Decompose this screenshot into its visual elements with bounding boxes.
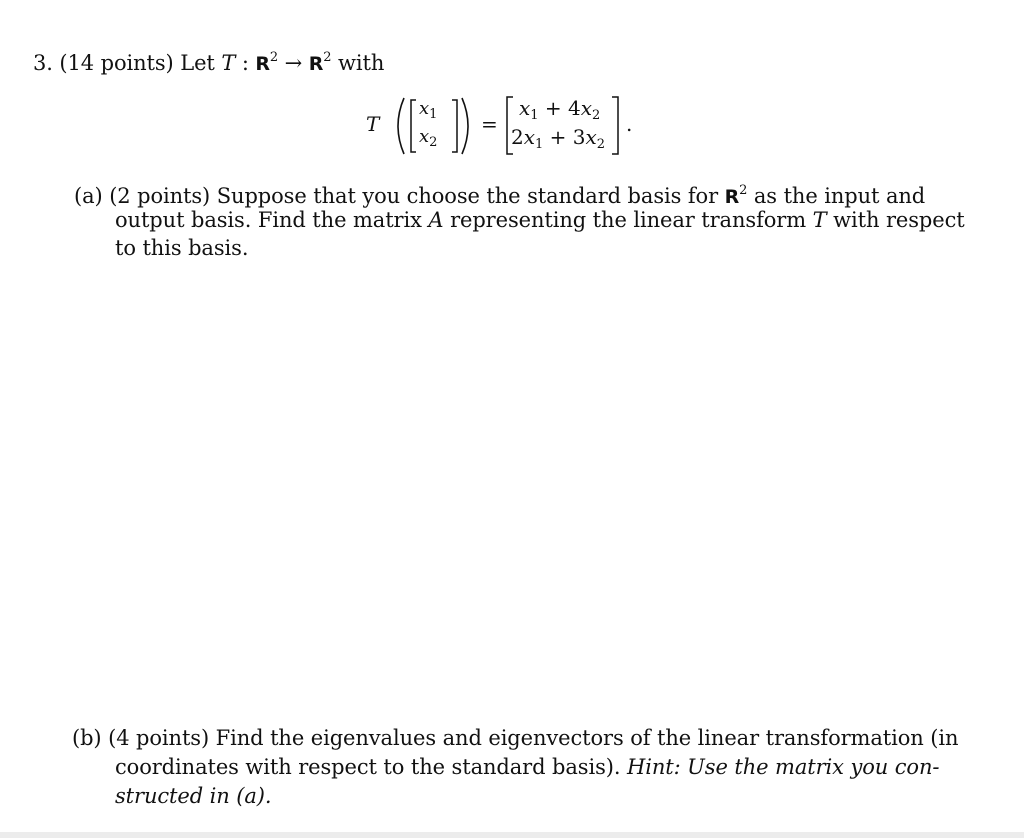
output-row-1: $x_1 + 4x_2$ bbox=[519, 96, 601, 123]
with-word: with bbox=[331, 51, 385, 75]
input-row-1: $x_1$ bbox=[419, 98, 438, 122]
equals-sign: = bbox=[481, 112, 498, 136]
problem-statement bbox=[33, 44, 384, 78]
transform-T-symbol: T bbox=[812, 208, 827, 232]
part-a-line-1: (a) (2 points) Suppose that you choose the standard basis for $R^2$ as the input and bbox=[74, 183, 926, 208]
part-a-points: (2 points) bbox=[109, 184, 211, 208]
problem-let: Let bbox=[180, 51, 215, 75]
codomain-dim: 2 bbox=[323, 50, 332, 65]
arrow: → bbox=[278, 51, 309, 75]
matrix-A-symbol: A bbox=[428, 208, 444, 232]
part-a-label: (a) bbox=[74, 184, 103, 208]
part-a-space: R bbox=[724, 186, 740, 208]
part-a-line-2: output basis. Find the matrix A representing the linear transform T with respect bbox=[115, 208, 965, 232]
problem-points: (14 points) bbox=[59, 51, 174, 75]
input-row-2: $x_2$ bbox=[419, 126, 438, 150]
part-b-line-1: (b) (4 points) Find the eigenvalues and eigenvectors of the linear transformation (in bbox=[72, 726, 959, 750]
map-name: T bbox=[221, 51, 236, 75]
colon: : bbox=[235, 51, 256, 75]
eq-function-name: T bbox=[366, 112, 380, 136]
page-bottom-edge bbox=[0, 832, 1024, 838]
part-b-label: (b) bbox=[72, 726, 102, 750]
part-b-line-2: coordinates with respect to the standard basis). Hint: Use the matrix you con- bbox=[115, 755, 940, 779]
problem-number: 3. bbox=[33, 51, 53, 75]
part-b-points: (4 points) bbox=[108, 726, 210, 750]
transform-equation bbox=[364, 94, 664, 158]
codomain-space: R bbox=[308, 53, 324, 75]
hint-label: Hint: bbox=[627, 755, 681, 779]
part-a-line-3: to this basis. bbox=[115, 236, 249, 260]
part-b-line-3: structed in (a). bbox=[115, 784, 272, 808]
output-row-2: $2x_1 + 3x_2$ bbox=[511, 125, 606, 152]
domain-dim: 2 bbox=[269, 50, 279, 65]
equation-period: . bbox=[626, 112, 633, 136]
domain-space: R bbox=[255, 53, 270, 75]
